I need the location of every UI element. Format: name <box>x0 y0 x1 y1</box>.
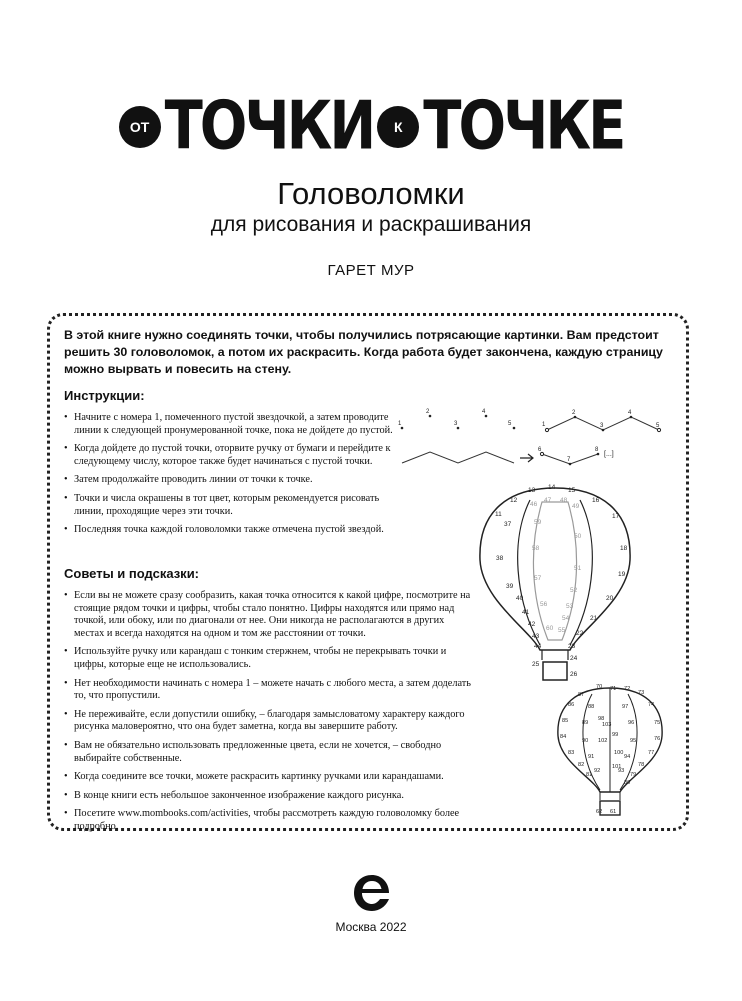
label-r2: 2 <box>572 410 576 416</box>
balloon-ropes <box>542 650 568 660</box>
dot-label-grey: 54 <box>562 615 570 622</box>
tip-item: • Не переживайте, если допустили ошибку, – благодаря замысловатому характеру каждого рисунка маловероятно, что она будет заметна, когда вы завершите работу. <box>64 709 474 734</box>
dot-label: 71 <box>610 686 617 692</box>
dot-label: 77 <box>648 750 655 756</box>
dot-label: 93 <box>618 768 625 774</box>
dot-label: 22 <box>576 630 584 637</box>
dot-label: 85 <box>562 718 569 724</box>
dot-label-grey: 47 <box>544 497 552 504</box>
title-preposition-ot: ОТ <box>119 106 161 148</box>
title-preposition-k: К <box>377 106 419 148</box>
tip-item: • Когда соедините все точки, можете раскрасить картинку ручками или карандашами. <box>64 771 474 784</box>
dot-label: 11 <box>495 511 502 518</box>
label-r5: 5 <box>656 423 660 429</box>
dot-label: 81 <box>586 772 593 778</box>
dot-label: 73 <box>638 690 645 696</box>
dot-label-grey: 51 <box>574 565 582 572</box>
label-8: 8 <box>595 447 599 453</box>
tip-item: • Нет необходимости начинать с номера 1 – можете начать с любого места, а затем доделать то, что пропустили. <box>64 678 474 703</box>
dot-label: 101 <box>612 764 622 770</box>
dot-label: 17 <box>612 513 620 520</box>
dot-label-grey: 50 <box>574 533 582 540</box>
dot-label-grey: 46 <box>530 501 538 508</box>
tip-item: • Посетите www.mombooks.com/activities, чтобы рассмотреть каждую головоломку более подробно. <box>64 808 474 833</box>
dot-label: 97 <box>622 704 629 710</box>
balloon-large-illustration <box>470 480 640 695</box>
dot-label: 102 <box>598 738 608 744</box>
dot-8 <box>597 453 600 456</box>
city-year: Москва 2022 <box>335 920 407 934</box>
tip-item: • Если вы не можете сразу сообразить, какая точка относится к какой цифре, посмотрите на стоящие рядом точки и цифры, чтобы стало понятно. Цифры находятся или прямо над точкой, или обоку, или по диагонали от нее. Они никогда не располагаются в других местах и всегда находятся на одном и том же расстоянии от точки. <box>64 590 474 640</box>
dot-label: 21 <box>590 615 598 622</box>
dot-label: 38 <box>496 555 504 562</box>
author-name: ГАРЕТ МУР <box>327 262 415 279</box>
instruction-item: • Точки и числа окрашены в тот цвет, которым рекомендуется рисовать линии, проходящие через эти точки. <box>64 493 394 518</box>
dot-label: 82 <box>578 762 585 768</box>
label-r1: 1 <box>542 422 546 428</box>
example-diagram <box>392 408 692 472</box>
dot-label: 13 <box>528 487 536 494</box>
label-5: 5 <box>508 421 512 427</box>
dot-label: 43 <box>532 633 540 640</box>
dot-label: 98 <box>598 716 605 722</box>
dot-label: 74 <box>648 702 655 708</box>
instructions-list <box>64 412 394 543</box>
title-word-tochki: ТОЧКИ <box>164 87 374 166</box>
dot-label: 84 <box>560 734 567 740</box>
dot-label-grey: 48 <box>560 497 568 504</box>
dot-7 <box>569 463 572 466</box>
tip-item: • Используйте ручку или карандаш с тонким стержнем, чтобы не перекрывать точки и цифры, которые еще не использовались. <box>64 646 474 671</box>
dot-label-grey: 53 <box>566 603 574 610</box>
label-2: 2 <box>426 409 430 415</box>
dot-4 <box>485 415 488 418</box>
instruction-item: • Затем продолжайте проводить линии от точки к точке. <box>64 474 394 487</box>
label-6: 6 <box>538 447 542 453</box>
tips-list <box>64 590 474 840</box>
dot-5 <box>513 427 516 430</box>
balloon-outline <box>480 488 630 650</box>
title-word-tochke: ТОЧКЕ <box>423 87 624 166</box>
arrow-icon <box>520 454 533 462</box>
dot-label: 76 <box>654 736 661 742</box>
dot-label: 41 <box>522 609 530 616</box>
dot-label: 87 <box>578 692 585 698</box>
dot-label: 83 <box>568 750 575 756</box>
label-1: 1 <box>398 421 402 427</box>
label-4: 4 <box>482 409 486 415</box>
dot-label: 103 <box>602 722 612 728</box>
label-7: 7 <box>567 457 571 463</box>
dot-label: 94 <box>624 754 631 760</box>
dot-label: 88 <box>588 704 595 710</box>
subtitle-line2: для рисования и раскрашивания <box>210 213 532 236</box>
intro-paragraph: В этой книге нужно соединять точки, чтобы получились потрясающие картинки. Вам предстоит решить 30 головоломок, а потом их раскрасить. Когда работа будет закончена, каждую страницу можно вырвать и повесить на стену. <box>64 328 663 376</box>
tip-item: • В конце книги есть небольшое законченное изображение каждого рисунка. <box>64 790 474 803</box>
dot-3 <box>457 427 460 430</box>
dot-label-grey: 58 <box>532 545 540 552</box>
dot-label: 40 <box>516 595 524 602</box>
dot-r2 <box>574 416 577 419</box>
publisher-logo-icon <box>351 872 393 914</box>
dot-label: 62 <box>596 809 603 815</box>
label-3: 3 <box>454 421 458 427</box>
dot-label: 25 <box>532 661 540 668</box>
dot-label: 70 <box>596 684 603 690</box>
dot-label-grey: 52 <box>570 587 578 594</box>
dot-label: 95 <box>630 738 637 744</box>
start-dot <box>545 428 548 431</box>
dot-label: 44 <box>534 643 542 650</box>
dot-label: 19 <box>618 571 626 578</box>
balloon-small-illustration <box>548 680 678 820</box>
book-title <box>0 82 742 172</box>
balloon-ropes <box>600 792 620 800</box>
dot-label-grey: 60 <box>546 625 554 632</box>
dot-label: 26 <box>570 671 578 678</box>
dot-label-grey: 59 <box>534 519 542 526</box>
dot-label: 100 <box>614 750 624 756</box>
dot-1 <box>401 427 404 430</box>
dot-label-grey: 57 <box>534 575 542 582</box>
dot-label: 72 <box>624 686 631 692</box>
instruction-item: • Последняя точка каждой головоломки также отмечена пустой звездой. <box>64 524 394 537</box>
dot-label: 80 <box>624 780 631 786</box>
dot-label: 20 <box>606 595 614 602</box>
dot-label: 42 <box>528 621 536 628</box>
dot-label: 90 <box>582 738 589 744</box>
instruction-item: • Когда дойдете до пустой точки, оторвите ручку от бумаги и перейдите к следующему числу, которое также будет начинаться с пустой точки. <box>64 443 394 468</box>
dot-label: 75 <box>654 720 661 726</box>
ellipsis-label: [...] <box>604 451 614 458</box>
instructions-heading: Инструкции: <box>64 388 145 403</box>
label-r4: 4 <box>628 410 632 416</box>
connected-line-2 <box>402 452 514 463</box>
dot-label: 23 <box>568 643 576 650</box>
dot-r3 <box>602 429 605 432</box>
dot-2 <box>429 415 432 418</box>
dot-label: 78 <box>638 762 645 768</box>
dot-label: 39 <box>506 583 514 590</box>
dot-label: 15 <box>568 487 576 494</box>
dot-label: 86 <box>568 702 575 708</box>
dot-label: 61 <box>610 809 617 815</box>
dot-label: 12 <box>510 497 518 504</box>
dot-label: 16 <box>592 497 600 504</box>
dot-label: 37 <box>504 521 512 528</box>
subtitle-line1: Головоломки <box>277 176 465 211</box>
dot-label: 24 <box>570 655 578 662</box>
dot-label: 79 <box>630 772 637 778</box>
dot-label: 96 <box>628 720 635 726</box>
dot-label: 89 <box>582 720 589 726</box>
tips-heading: Советы и подсказки: <box>64 566 200 581</box>
dot-label: 99 <box>612 732 619 738</box>
basket-icon <box>543 662 567 680</box>
dot-label-grey: 56 <box>540 601 548 608</box>
dot-label: 91 <box>588 754 595 760</box>
dot-label: 92 <box>594 768 601 774</box>
tip-item: • Вам не обязательно использовать предложенные цвета, если не хочется, – свободно выбирайте собственные. <box>64 740 474 765</box>
dot-r4 <box>630 416 633 419</box>
label-r3: 3 <box>600 423 604 429</box>
dot-label: 14 <box>548 484 556 491</box>
dot-label-grey: 49 <box>572 503 580 510</box>
dot-label: 18 <box>620 545 628 552</box>
dot-label-grey: 55 <box>558 627 566 634</box>
instruction-item: • Начните с номера 1, помеченного пустой звездочкой, а затем проводите линии к следующей пронумерованной точке, пока не дойдете до пустой. <box>64 412 394 437</box>
